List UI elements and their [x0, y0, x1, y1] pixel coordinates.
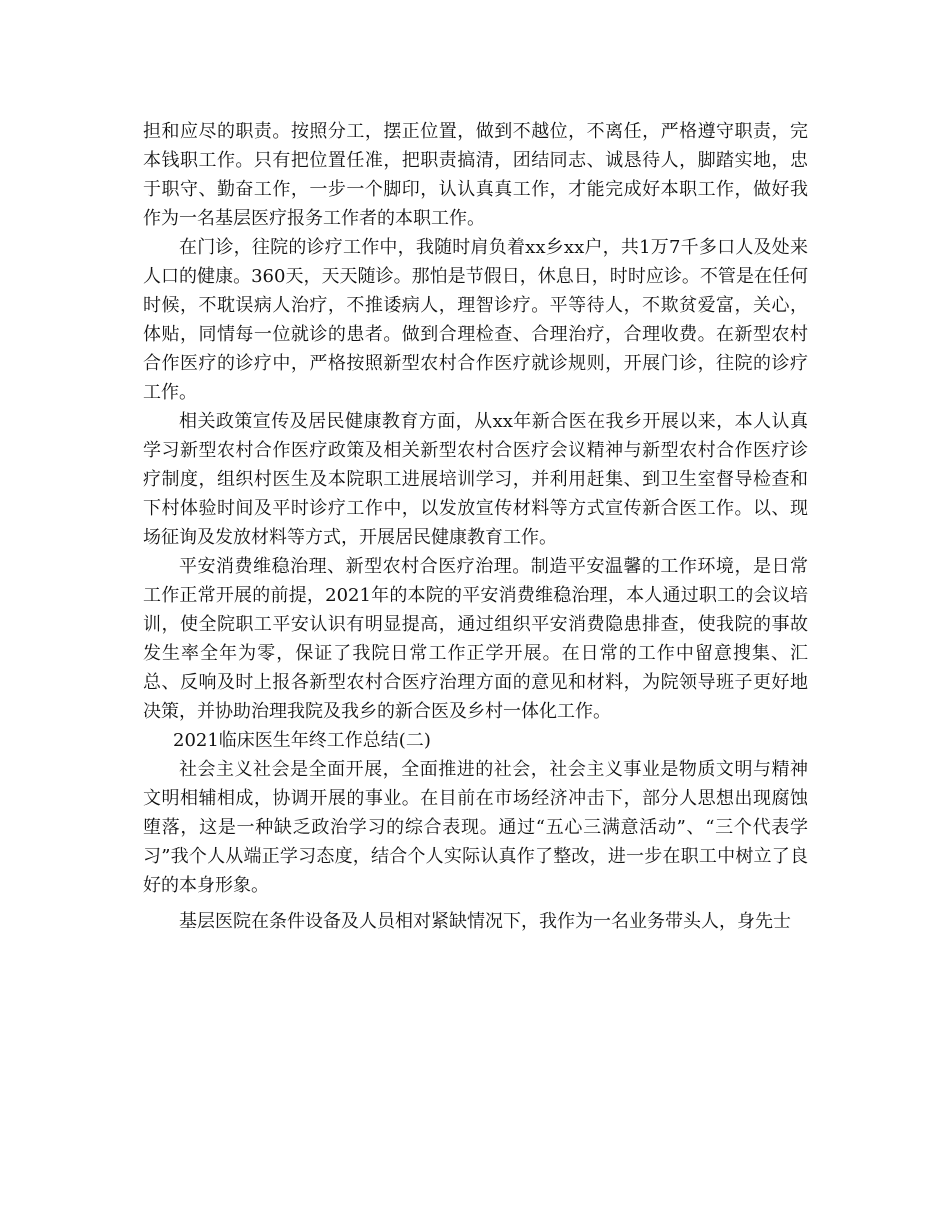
paragraph-policy-education: 相关政策宣传及居民健康教育方面，从xx年新合医在我乡开展以来，本人认真学习新型农村合作医疗政策及相关新型农村合医疗会议精神与新型农村合作医疗诊疗制度，组织村医生及本院职工进展培训学习，并利用赶集、到卫生室督导检查和下村体验时间及平时诊疗工作中，以发放宣传材料等方式宣传新合医工作。以、现场征询及发放材料等方式，开展居民健康教育工作。 [143, 411, 808, 548]
section-heading: 2021临床医生年终工作总结(二) [173, 730, 431, 751]
paragraph-socialism: 社会主义社会是全面开展，全面推进的社会，社会主义事业是物质文明与精神文明相辅相成，协调开展的事业。在目前在市场经济冲击下，部分人思想出现腐蚀堕落，这是一种缺乏政治学习的综合表现。通过“五心三满意活动”、“三个代表学习”我个人从端正学习态度，结合个人实际认真作了整改，进一步在职工中树立了良好的本身形象。 [143, 759, 808, 896]
paragraph-safety-management: 平安消费维稳治理、新型农村合医疗治理。制造平安温馨的工作环境，是日常工作正常开展的前提，2021年的本院的平安消费维稳治理，本人通过职工的会议培训，使全院职工平安认识有明显提高，通过组织平安消费隐患排查，使我院的事故发生率全年为零，保证了我院日常工作正学开展。在日常的工作中留意搜集、汇总、反响及时上报各新型农村合医疗治理方面的意见和材料，为院领导班子更好地决策，并协助治理我院及我乡的新合医及乡村一体化工作。 [143, 556, 808, 722]
paragraph-grassroots-hospital: 基层医院在条件设备及人员相对紧缺情况下，我作为一名业务带头人，身先士 [179, 911, 791, 932]
document-body [143, 117, 808, 936]
paragraph-outpatient: 在门诊，往院的诊疗工作中，我随时肩负着xx乡xx户，共1万7千多口人及处来人口的健康。360天，天天随诊。那怕是节假日，休息日，时时应诊。不管是在任何时候，不耽误病人治疗，不推诿病人，理智诊疗。平等待人，不欺贫爱富，关心，体贴，同情每一位就诊的患者。做到合理检查、合理治疗，合理收费。在新型农村合作医疗的诊疗中，严格按照新型农村合作医疗就诊规则，开展门诊，往院的诊疗工作。 [143, 237, 808, 403]
paragraph-duties: 担和应尽的职责。按照分工，摆正位置，做到不越位，不离任，严格遵守职责，完本钱职工作。只有把位置任准，把职责搞清，团结同志、诚恳待人，脚踏实地，忠于职守、勤奋工作，一步一个脚印，认认真真工作，才能完成好本职工作，做好我作为一名基层医疗报务工作者的本职工作。 [143, 121, 808, 229]
